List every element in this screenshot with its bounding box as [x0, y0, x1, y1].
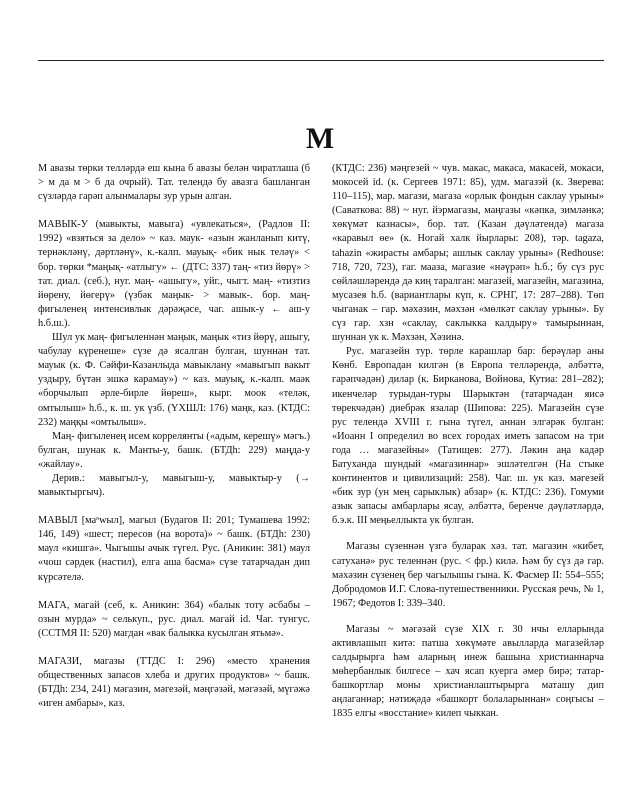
entry-maga: МАГА, магай (себ, к. Аникин: 364) «балык тоту әсбабы – озын мурда» ~ селькуп., рус. диал. магай id. Чаг. тунгус. (ССТМЯ II: 520) магдан «вак балыкка кусылган ятьмә».	[38, 599, 310, 639]
entry-mavyk: МАВЫК-У (мавыкты, мавыга) «увлекаться», (Радлов II: 1992) «взяться за дело» ~ каз. маук- «азын жанланып китү, тернәкләнү, дәртләнү», к.-калп. мауық- «бик нык теләү» < бор. төрки *маңық- «атлыгу» ← (ДТС: 337) таң- «тиз йөрү» > тат. диал. (себ.), нуг. маң- «ашыгу», уйг., чыгт. маң- «тизтиз йөрену, йөгерү» (үзбәк маңык- > мавык-. бор. маң- фигыленең интенсивлык дәрәҗәсе, чаг. ашык-у ← аш-у һ.б.ш.).	[38, 219, 310, 329]
section-letter: М	[305, 122, 335, 155]
entry-mavyl: МАВЫЛ [маᵒwыл], магыл (Будагов II: 201; Тумашева 1992: 146, 149) «шест; пересов (на ворота)» ~ башк. (БТДһ: 230) маул «кишгә». Чыгышы ачык түгел. Рус. (Аникин: 381) маул «чош сәрдек (настил), елга аша басма» сүзе татарчадан дип күрсәтелә.	[38, 515, 310, 583]
paragraph-magazi-continued: (КТДС: 236) мәңгезей ~ чув. макас, макаса, макасей, мокаси, мокосей id. (к. Сергеев 1971: 85), удм. магазэй (к. Зверева: 110–115), мар. магази, магаза «орлык фондын саклау урыны» (Саваткова: 88) ~ нуг. йэрмагазы, маңгазы «кәпкә, зимләнкә; хөкүмәт казнасы», бор. тат. (Казан дәүләтендә) магаза «каравыл өе» (к. Ногай халк йырлары: 208), тәр. tagaza, tahazin «жирасты амбары; ашлык саклау урыны» (Redhouse: 718, 720, 723), гаг. мааза, магазие «нәүрәп» һ.б.; бу сүз рус сөйләшләрендә дә киң таралган: магазей, магазейн, магазина, мусазея һ.б. (вариантлары күп, к. СРНГ, 17: 287–288). Төп чыганак – гар. мәхәзин, мәхзән «мөлкәт саклау урыны». Бу сүз гар. хзн «саклау, саклыкка калдыру» тамырыннан, шуннан ук к. Мәхзән, Хәзинә.	[332, 163, 604, 344]
header-rule	[38, 60, 604, 61]
left-column	[38, 162, 310, 711]
paragraph-magazin: Магазы сүзеннән үзгә буларак хәз. тат. магазин «кибет, сатуханә» рус теленнән (рус. < фр.) килә. Һәм бу сүз дә гар. мәхәзин сүзенең бер чагылышы гына. К. Фасмер II: 554–555; Добродомов И.Г. Слова-путешественники. Русская речь, № 1, 1967; Федотов I: 339–340.	[332, 541, 604, 609]
entry-magazi: МАГАЗИ, магазы (ТТДС I: 296) «место хранения общественных запасов хлеба и других продуктов» ~ башк. (БТДһ: 234, 241) мәгазин, мәгезәй, мәңгәзәй, мәгәзәй, мүгәжә «иген амбары», каз.	[38, 655, 310, 710]
paragraph-magazy-history: Магазы ~ мәгәзәй сүзе XIX г. 30 нчы елларында активлашып китә: патша хөкүмәте авылларда магазейләр салдырырга һәм аларның инеж башына христианнарча мөһербанлык билгесе – хач ясап куерга әмер бирә; татар-башкортлар моны христианлаштырырга маташу дип аңлаганнар; нәтиҗәдә «башкорт болаларыннан» соңгысы – 1835 елгы «восстание» килеп чыккан.	[332, 623, 604, 720]
paragraph-man-correlate: Маң- фигыленең исем коррелянты («адым, керешү» мәгъ.) булган, шунак к. Манты-у, башк. (БТДһ: 229) маңда-у «жайлау».	[38, 430, 310, 470]
intro-paragraph: М авазы төрки телләрдә еш кына б авазы белән чиратлаша (б > м да м > б да очрый). Тат. телендә бу авазга башланган сүзләрдә гарәп алынмалары зур урын алган.	[38, 163, 310, 203]
paragraph-derivatives: Дерив.: мавыгыл-у, мавыгыш-у, мавыктыр-у (→ мавыктыргыч).	[38, 472, 310, 499]
paragraph-magazein: Рус. магазейн тур. төрле карашлар бар: берәүләр аны Көнб. Европадан килгән (в Европа телләрендә, әлбәттә, гарәпчәдән) дилар (к. Бирканова, Войнова, Кутиа: 281–282); икенчеләр турыдан-туры Шәрыктән (татарчадан яисә төрекчәдән) диебрәк язалар (Шипова: 225). Магазейн сүзе рус телендә XVIII г. гына түгел, аннан элгәрәк булган: «Иоанн I определил во всех городах иметь запасом на три года … магазейны» (Татищев: 277). Ләкин аңа кадәр Батуханда шундый «магазиннар» эшләтелгән (На стыке континентов и цивилизаций: 258). Чаг. ш. ук каз. мәгезей «бик зур (ун мең сарыклык) абзар» (к. КТДС: 236). Гомуми азык запасы амбарлары ясау, әлбәттә, беренче дәүләтләрдә, б.э.к. III меңьеллыкта ук булган.	[332, 346, 604, 527]
right-column	[332, 162, 604, 722]
paragraph-mank: Шул ук маң- фигыленнән маңык, маңык «тиз йөрү, ашыгу, чабулау күренеше» сүзе дә ясалган булган, шуннан тат. мауык (к. Ф. Сәйфи-Казанлыда мавыклану «мавыгып вакыт уздыру, бүтән эшкә карамау») ~ каз. мауық, к.-калп. маәк «борчылып әрле-бирле йөреш», кырг. моок «теләк, омтылыш» һ.б., к. ш. ук үзб. (ҮХШЛ: 176) маңк, каз. (КТДС: 232) маңқы «омтылыш».	[38, 332, 310, 428]
